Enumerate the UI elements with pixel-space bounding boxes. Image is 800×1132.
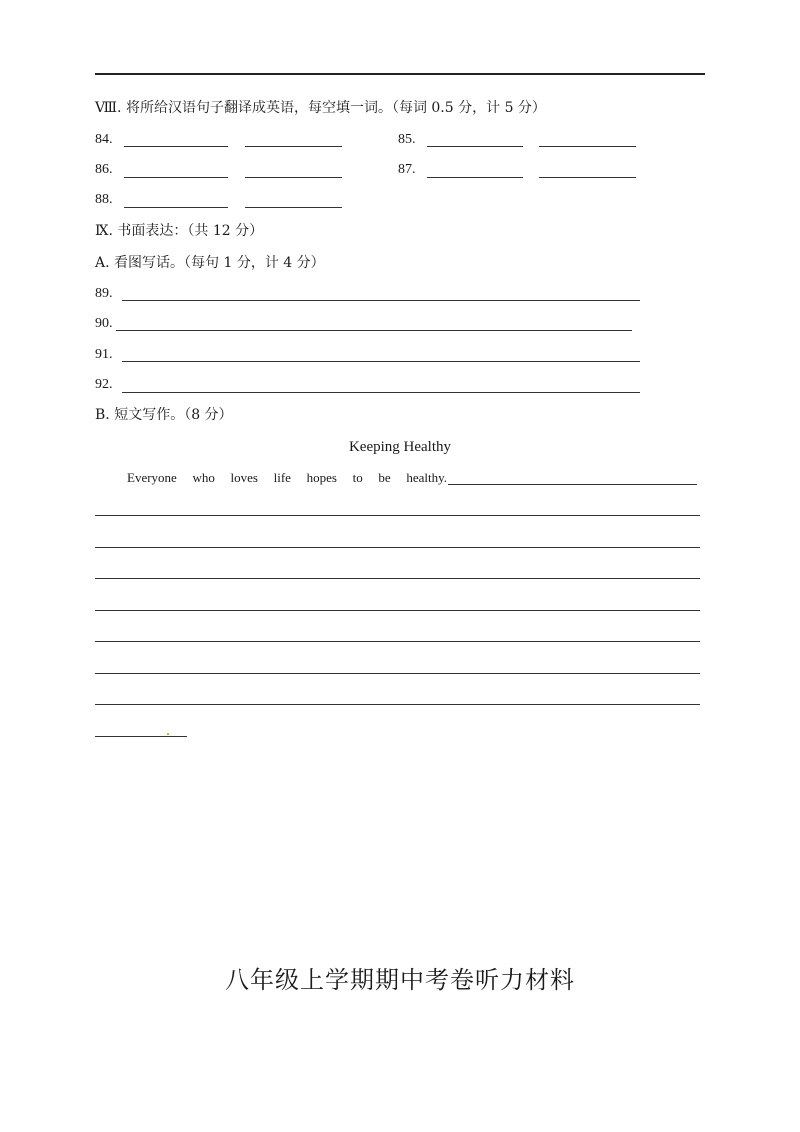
item-number-85: 85. <box>398 132 416 147</box>
item-number-89: 89. <box>95 286 113 301</box>
essay-line-8[interactable] <box>95 736 187 737</box>
answer-blank-87a[interactable] <box>427 177 523 178</box>
answer-blank-86b[interactable] <box>245 177 342 178</box>
answer-blank-88a[interactable] <box>124 207 228 208</box>
essay-line-7[interactable] <box>95 704 700 705</box>
essay-word: life <box>273 470 291 485</box>
item-number-87: 87. <box>398 162 416 177</box>
essay-word: who <box>192 470 215 485</box>
answer-blank-85a[interactable] <box>427 146 523 147</box>
answer-blank-88b[interactable] <box>245 207 342 208</box>
essay-line-5[interactable] <box>95 641 700 642</box>
answer-blank-84a[interactable] <box>124 146 228 147</box>
part-b-heading: B. 短文写作。（8 分） <box>95 407 233 423</box>
essay-word: loves <box>230 470 258 485</box>
essay-line-4[interactable] <box>95 610 700 611</box>
essay-line-3[interactable] <box>95 578 700 579</box>
item-number-92: 92. <box>95 377 113 392</box>
listening-material-title: 八年级上学期期中考卷听力材料 <box>225 966 575 994</box>
sentence-line-91[interactable] <box>122 361 640 362</box>
essay-line-6[interactable] <box>95 673 700 674</box>
essay-title: Keeping Healthy <box>348 439 452 455</box>
answer-blank-84b[interactable] <box>245 146 342 147</box>
essay-word: be <box>378 470 391 485</box>
stray-mark <box>167 733 169 735</box>
essay-line-0[interactable] <box>448 484 697 485</box>
item-number-86: 86. <box>95 162 113 177</box>
essay-word: Everyone <box>127 470 177 485</box>
essay-word: healthy. <box>406 470 447 485</box>
answer-blank-87b[interactable] <box>539 177 636 178</box>
section-9-heading: Ⅸ. 书面表达：（共 12 分） <box>95 223 264 239</box>
essay-line-2[interactable] <box>95 547 700 548</box>
item-number-88: 88. <box>95 192 113 207</box>
essay-opening-sentence <box>127 469 447 487</box>
essay-word: hopes <box>306 470 337 485</box>
item-number-90: 90. <box>95 316 113 331</box>
sentence-line-89[interactable] <box>122 300 640 301</box>
answer-blank-85b[interactable] <box>539 146 636 147</box>
sentence-line-90[interactable] <box>116 330 632 331</box>
item-number-91: 91. <box>95 347 113 362</box>
part-a-heading: A. 看图写话。（每句 1 分，计 4 分） <box>95 255 325 271</box>
sentence-line-92[interactable] <box>122 392 640 393</box>
essay-line-1[interactable] <box>95 515 700 516</box>
essay-word: to <box>352 470 363 485</box>
section-8-heading: Ⅷ. 将所给汉语句子翻译成英语，每空填一词。（每词 0.5 分，计 5 分） <box>95 100 546 116</box>
answer-blank-86a[interactable] <box>124 177 228 178</box>
item-number-84: 84. <box>95 132 113 147</box>
top-divider <box>95 73 705 75</box>
